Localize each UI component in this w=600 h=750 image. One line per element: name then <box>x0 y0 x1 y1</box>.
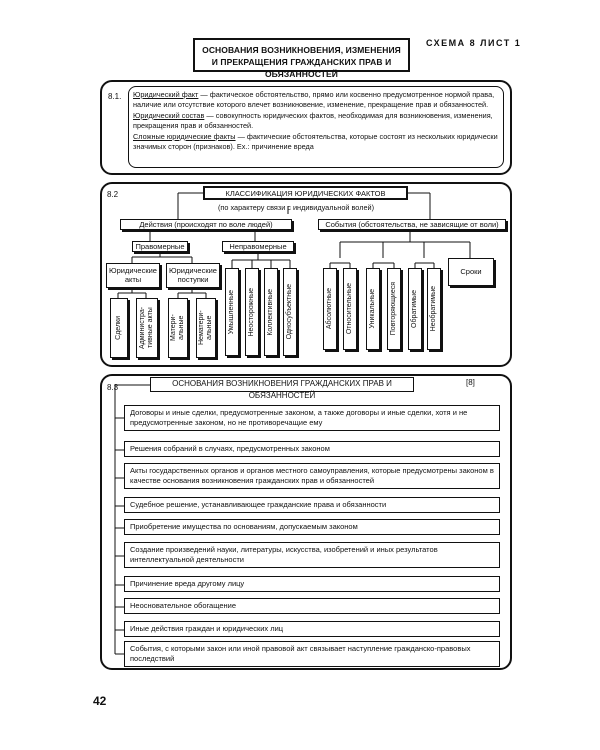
grounds-reference: [8] <box>466 378 475 387</box>
relative-box <box>343 268 357 350</box>
def-legal-composition-text: — совокупность юридических фактов, необходимая для возникновения, изменения, прекращения прав и обязанностей. <box>133 110 493 131</box>
def-complex-facts-term: Сложные юридические факты <box>133 131 236 141</box>
ground-item-8: Неосновательное обогащение <box>124 598 500 614</box>
legal-acts-box: Юридические акты <box>106 263 160 288</box>
reversible-box <box>408 268 422 350</box>
def-legal-fact-term: Юридический факт <box>133 90 199 99</box>
collective-box <box>264 268 278 356</box>
repeating-box <box>387 268 401 350</box>
nonmaterial-box <box>196 298 216 358</box>
material-label: Матери-альные <box>170 314 185 342</box>
unlawful-box: Неправомерные <box>222 241 294 252</box>
unique-box <box>366 268 380 350</box>
lawful-box: Правомерные <box>132 241 188 252</box>
ground-item-4: Судебное решение, устанавливающее гражданские права и обязанности <box>124 497 500 513</box>
absolute-label: Абсолютные <box>326 288 333 330</box>
legal-deeds-box: Юридические поступки <box>166 263 220 288</box>
scheme-label: СХЕМА 8 ЛИСТ 1 <box>426 38 522 48</box>
ground-item-2: Решения собраний в случаях, предусмотренных законом <box>124 441 500 457</box>
nonmaterial-label: Нематери-альные <box>198 310 213 346</box>
single-subject-box <box>283 268 297 356</box>
reversible-label: Обратимые <box>411 290 418 328</box>
careless-label: Неосторожные <box>248 287 255 337</box>
admin-acts-box <box>136 298 158 358</box>
page-number: 42 <box>93 694 107 708</box>
classification-title: КЛАССИФИКАЦИЯ ЮРИДИЧЕСКИХ ФАКТОВ <box>203 186 408 200</box>
actions-box: Действия (происходят по воле людей) <box>120 219 292 230</box>
classification-subtitle: (по характеру связи с индивидуальной волей) <box>218 203 375 212</box>
section-8-2-number: 8.2 <box>107 190 119 199</box>
terms-box: Сроки <box>448 258 494 286</box>
ground-item-7: Причинение вреда другому лицу <box>124 576 500 592</box>
definitions-text <box>133 90 500 152</box>
section-8-1-number: 8.1. <box>108 92 122 101</box>
single-subject-label: Односубъектные <box>286 284 293 340</box>
absolute-box <box>323 268 337 350</box>
repeating-label: Повторяющиеся <box>390 282 397 336</box>
def-legal-composition-term: Юридический состав <box>133 110 205 120</box>
events-box: События (обстоятельства, не зависящие от воли) <box>318 219 506 230</box>
deals-box <box>110 298 128 358</box>
title-line-1: ОСНОВАНИЯ ВОЗНИКНОВЕНИЯ, ИЗМЕНЕНИЯ <box>202 45 401 55</box>
ground-item-1: Договоры и иные сделки, предусмотренные законом, а также договоры и иные сделки, хотя и не предусмотренные законом, но не противоречащие ему <box>124 405 500 431</box>
ground-item-10: События, с которыми закон или иной правовой акт связывает наступление гражданско-правовых последствий <box>124 641 500 667</box>
intentional-label: Умышленные <box>228 289 235 335</box>
ground-item-5: Приобретение имущества по основаниям, допускаемым законом <box>124 519 500 535</box>
def-complex-facts-text: — фактические обстоятельства, которые состоят из нескольких юридически значимых сторон (признаков). Ex.: причинение вреда <box>133 131 498 152</box>
irreversible-box <box>427 268 441 350</box>
careless-box <box>245 268 259 356</box>
def-legal-fact-text: — фактическое обстоятельство, прямо или косвенно предусмотренное нормой права, наличие или отсутствие которого влечет возникновение, изменение, прекращение прав и обязанностей. <box>133 90 495 110</box>
ground-item-9: Иные действия граждан и юридических лиц <box>124 621 500 637</box>
section-8-3-number: 8.3 <box>107 383 119 392</box>
admin-acts-label: Администра-тивные акты <box>139 306 154 350</box>
ground-item-3: Акты государственных органов и органов местного самоуправления, которые предусмотрены законом в качестве основания возникновения гражданских прав и обязанностей <box>124 463 500 489</box>
ground-item-6: Создание произведений науки, литературы, искусства, изобретений и иных результатов интеллектуальной деятельности <box>124 542 500 568</box>
irreversible-label: Необратимые <box>430 286 437 332</box>
page-title <box>193 38 410 79</box>
unique-label: Уникальные <box>369 289 376 329</box>
relative-label: Относительные <box>346 283 353 335</box>
title-line-2: И ПРЕКРАЩЕНИЯ ГРАЖДАНСКИХ ПРАВ И ОБЯЗАННОСТЕЙ <box>211 57 392 79</box>
deals-label: Сделки <box>115 316 122 340</box>
intentional-box <box>225 268 239 356</box>
collective-label: Коллективные <box>267 288 274 336</box>
grounds-title: ОСНОВАНИЯ ВОЗНИКНОВЕНИЯ ГРАЖДАНСКИХ ПРАВ И ОБЯЗАННОСТЕЙ <box>150 377 414 392</box>
material-box <box>168 298 188 358</box>
